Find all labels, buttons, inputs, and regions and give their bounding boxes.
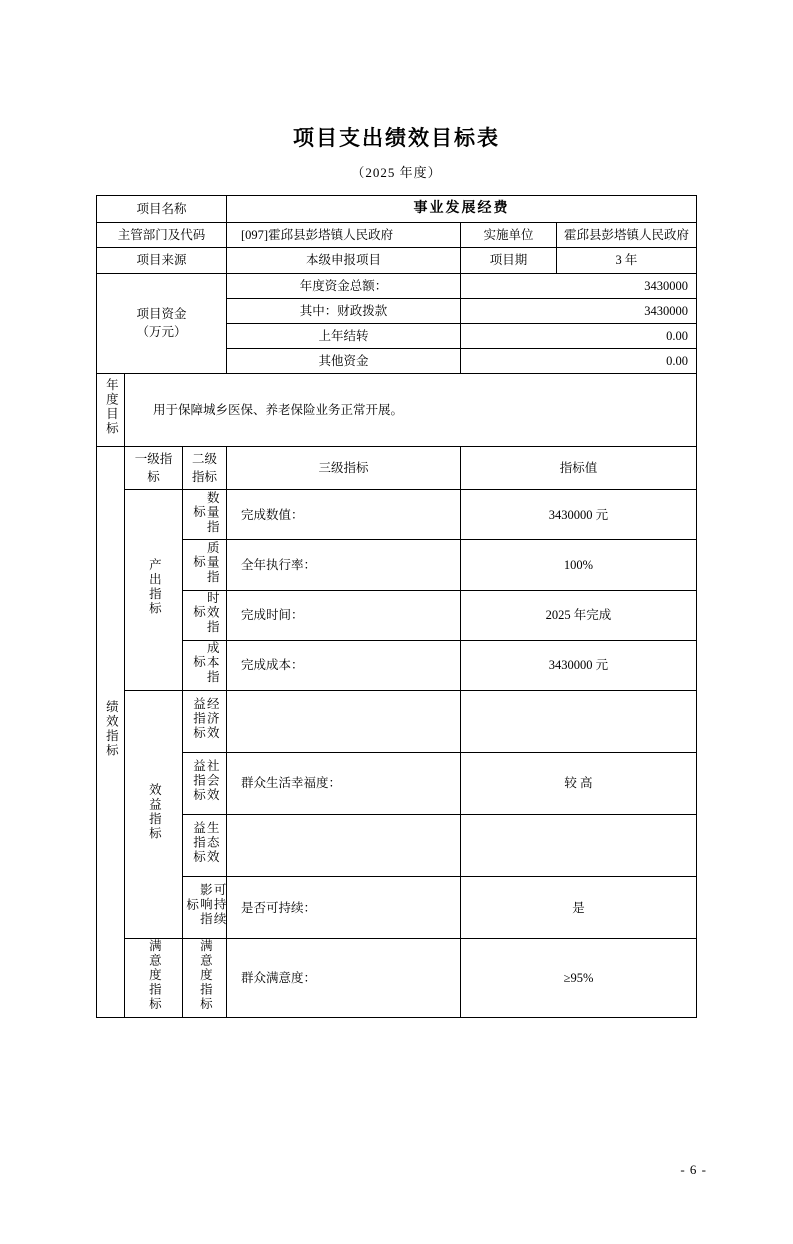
level2-quantity-text: 数量指标 <box>191 490 220 535</box>
page-title: 项目支出绩效目标表 <box>293 127 500 150</box>
funds-row-name: 其他资金 <box>227 348 461 373</box>
table-row <box>97 196 697 223</box>
level2-sustainability-text: 可持续影响指标 <box>184 883 227 927</box>
funds-label-line2: （万元） <box>136 325 187 340</box>
table-row <box>97 490 697 540</box>
indicator-value: 较 高 <box>461 752 697 814</box>
table-row <box>97 223 697 248</box>
level2-timeliness-text: 时效指标 <box>191 590 220 635</box>
table-row <box>97 752 697 814</box>
table-row <box>97 590 697 640</box>
header-level3: 三级指标 <box>227 447 461 490</box>
performance-section-label-text: 绩效指标 <box>104 700 119 759</box>
performance-section-label <box>97 447 125 1018</box>
level3-text: 是否可持续： <box>227 877 461 939</box>
level2-economic <box>183 690 227 752</box>
header-level2-line1: 二级指标 <box>191 452 217 485</box>
table-row <box>97 447 697 490</box>
annual-goal-label <box>97 374 125 447</box>
dept-value: [097]霍邱县彭塔镇人民政府 <box>227 223 461 248</box>
funds-label-line1: 项目资金 <box>136 307 187 322</box>
level2-timeliness <box>183 590 227 640</box>
level2-ecological-text: 生态效益指标 <box>191 821 220 865</box>
source-value: 本级申报项目 <box>227 248 461 273</box>
level3-text <box>227 690 461 752</box>
table-row <box>97 640 697 690</box>
indicator-value <box>461 690 697 752</box>
project-name-label: 项目名称 <box>97 196 227 223</box>
indicator-value: 2025 年完成 <box>461 590 697 640</box>
indicator-value: 是 <box>461 877 697 939</box>
indicator-value: ≥95% <box>461 939 697 1018</box>
annual-goal-label-text: 年度目标 <box>104 378 119 437</box>
table-row <box>97 273 697 298</box>
level2-social-text: 社会效益指标 <box>191 759 220 803</box>
project-name-value: 事业发展经费 <box>227 196 697 223</box>
dept-label <box>97 223 227 248</box>
document-page <box>0 122 793 1244</box>
level3-text: 完成时间： <box>227 590 461 640</box>
header-value: 指标值 <box>461 447 697 490</box>
table-row <box>97 374 697 447</box>
funds-label <box>97 273 227 374</box>
indicator-value <box>461 815 697 877</box>
level1-satisfaction <box>125 939 183 1018</box>
indicator-value: 100% <box>461 540 697 590</box>
header-level1-line1: 一级指标 <box>134 452 173 485</box>
impl-unit-value: 霍邱县彭塔镇人民政府 <box>557 223 697 248</box>
table-row <box>97 690 697 752</box>
indicator-value: 3430000 元 <box>461 490 697 540</box>
level3-text: 群众满意度： <box>227 939 461 1018</box>
indicator-value: 3430000 元 <box>461 640 697 690</box>
level2-cost-text: 成本指标 <box>191 640 220 685</box>
funds-row-name: 上年结转 <box>227 323 461 348</box>
period-value: 3 年 <box>557 248 697 273</box>
level1-output-text: 产出指标 <box>147 558 162 617</box>
level3-text: 完成数值： <box>227 490 461 540</box>
page-number: - 6 - <box>680 1162 707 1177</box>
level1-benefit <box>125 690 183 939</box>
level2-cost <box>183 640 227 690</box>
level2-sustainability <box>183 877 227 939</box>
funds-row-value: 3430000 <box>461 298 697 323</box>
level2-quality-text: 质量指标 <box>191 540 220 585</box>
performance-target-table <box>96 195 697 1018</box>
table-row <box>97 939 697 1018</box>
table-row <box>97 248 697 273</box>
level1-satisfaction-text: 满意度指标 <box>147 939 162 1012</box>
level2-economic-text: 经济效益指标 <box>191 697 220 741</box>
level2-satisfaction <box>183 939 227 1018</box>
level2-social <box>183 752 227 814</box>
level2-quality <box>183 540 227 590</box>
funds-row-name: 其中：财政拨款 <box>227 298 461 323</box>
funds-row-value: 0.00 <box>461 348 697 373</box>
table-row <box>97 877 697 939</box>
period-label: 项目期 <box>461 248 557 273</box>
dept-label-text: 主管部门及代码 <box>117 228 206 243</box>
funds-row-value: 3430000 <box>461 273 697 298</box>
table-row <box>97 540 697 590</box>
level3-text: 完成成本： <box>227 640 461 690</box>
source-label: 项目来源 <box>97 248 227 273</box>
header-level1 <box>125 447 183 490</box>
level3-text <box>227 815 461 877</box>
level3-text: 群众生活幸福度： <box>227 752 461 814</box>
funds-row-name: 年度资金总额： <box>227 273 461 298</box>
funds-row-value: 0.00 <box>461 323 697 348</box>
table-row <box>97 815 697 877</box>
level3-text: 全年执行率： <box>227 540 461 590</box>
impl-unit-label: 实施单位 <box>461 223 557 248</box>
level2-satisfaction-text: 满意度指标 <box>198 939 213 1012</box>
header-level2 <box>183 447 227 490</box>
level1-output <box>125 490 183 691</box>
level1-benefit-text: 效益指标 <box>147 782 162 841</box>
level2-quantity <box>183 490 227 540</box>
level2-ecological <box>183 815 227 877</box>
annual-goal-text: 用于保障城乡医保、养老保险业务正常开展。 <box>125 374 697 447</box>
page-subtitle: （2025 年度） <box>351 165 442 180</box>
